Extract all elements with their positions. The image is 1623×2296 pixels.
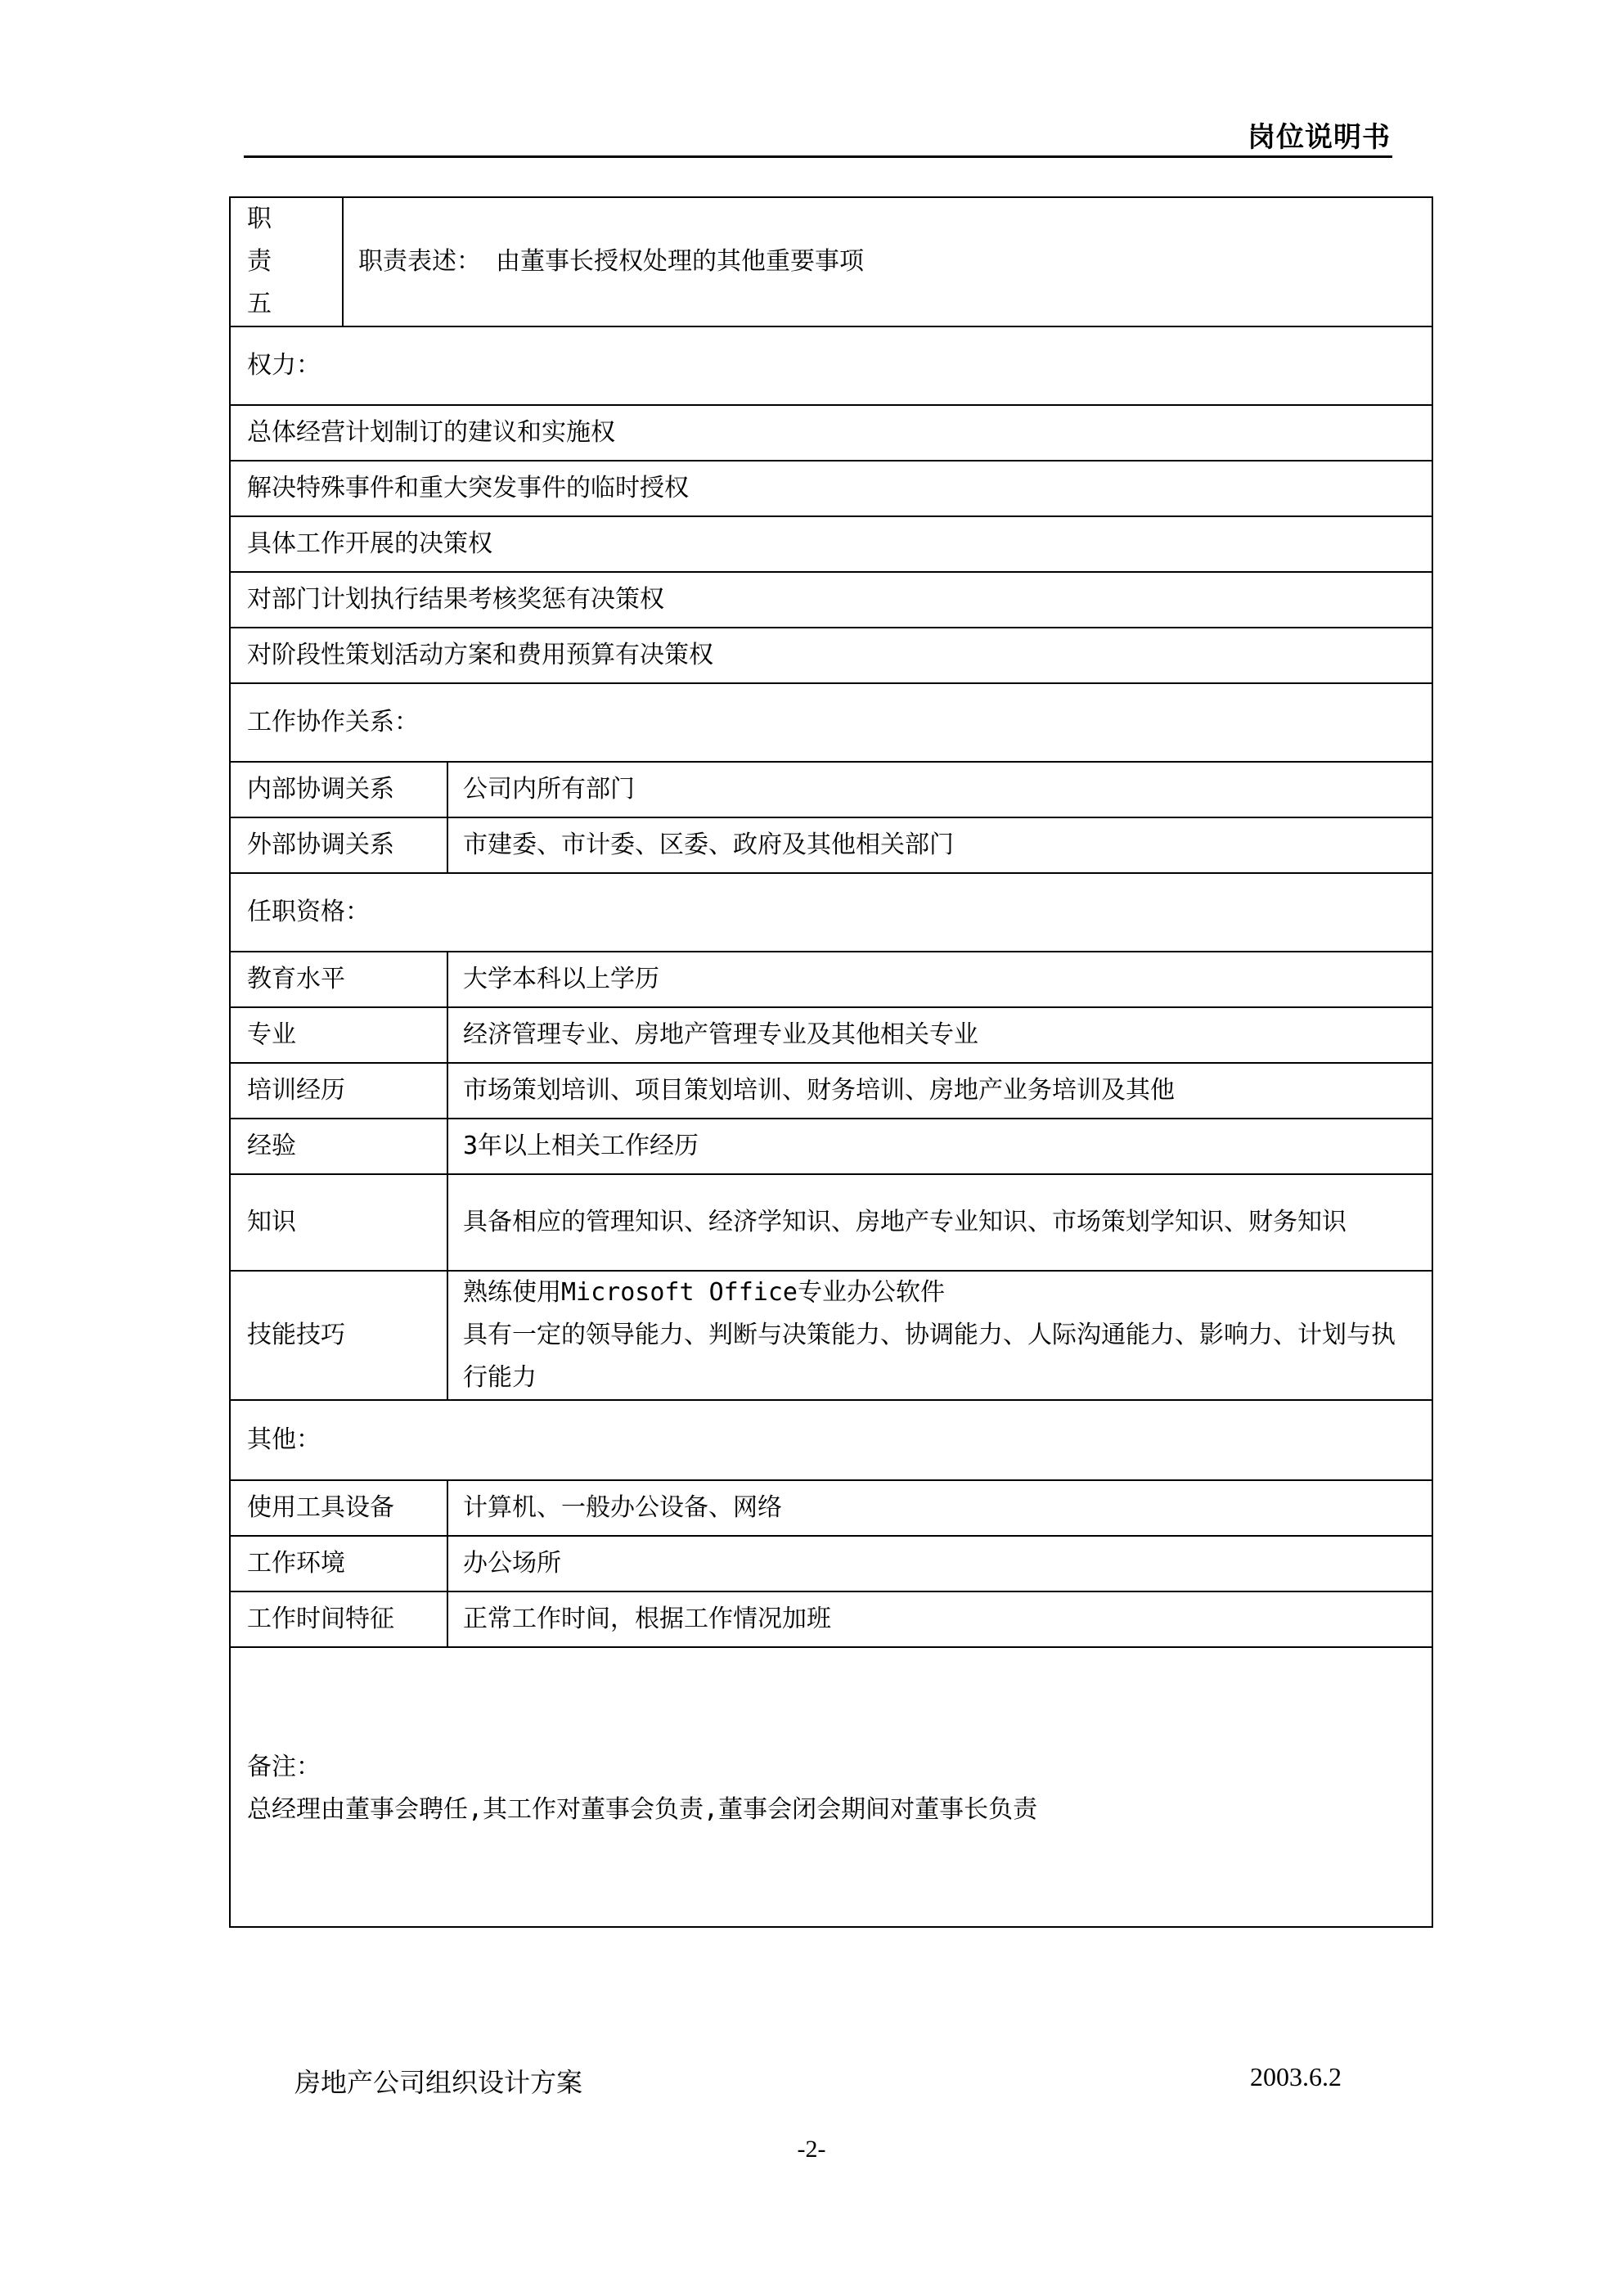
relations-row — [230, 817, 1432, 873]
relations-value: 公司内所有部门 — [447, 762, 1432, 817]
qualification-row — [230, 1007, 1432, 1063]
qualification-label: 专业 — [230, 1007, 447, 1063]
relations-section-row — [230, 683, 1432, 762]
authority-item: 总体经营计划制订的建议和实施权 — [230, 405, 1432, 461]
authority-item-row — [230, 405, 1432, 461]
skill-line: 具有一定的领导能力、判断与决策能力、协调能力、人际沟通能力、影响力、计划与执行能力 — [463, 1321, 1396, 1392]
relations-label: 外部协调关系 — [230, 817, 447, 873]
other-row — [230, 1591, 1432, 1647]
remarks-row — [230, 1647, 1432, 1927]
other-section-row — [230, 1400, 1432, 1480]
authority-item-row — [230, 516, 1432, 572]
authority-item-row — [230, 461, 1432, 516]
page-number: -2- — [797, 2136, 826, 2163]
other-value: 正常工作时间，根据工作情况加班 — [447, 1591, 1432, 1647]
qualification-value: 3年以上相关工作经历 — [447, 1119, 1432, 1174]
qualification-value: 经济管理专业、房地产管理专业及其他相关专业 — [447, 1007, 1432, 1063]
remarks-title: 备注： — [247, 1753, 321, 1781]
qualification-label: 知识 — [230, 1174, 447, 1271]
other-row — [230, 1536, 1432, 1591]
qualification-row — [230, 1119, 1432, 1174]
qualifications-section-row — [230, 873, 1432, 952]
qualifications-section-title: 任职资格： — [230, 873, 1432, 952]
qualification-row — [230, 1174, 1432, 1271]
relations-row — [230, 762, 1432, 817]
authority-item: 具体工作开展的决策权 — [230, 516, 1432, 572]
other-label: 使用工具设备 — [230, 1480, 447, 1536]
other-value: 计算机、一般办公设备、网络 — [447, 1480, 1432, 1536]
qualification-value — [447, 1271, 1432, 1400]
other-row — [230, 1480, 1432, 1536]
remarks-text: 总经理由董事会聘任,其工作对董事会负责,董事会闭会期间对董事长负责 — [247, 1795, 1038, 1824]
authority-section-row — [230, 326, 1432, 405]
duty-row — [230, 197, 1432, 326]
qualification-value: 大学本科以上学历 — [447, 952, 1432, 1007]
remarks-cell — [230, 1647, 1432, 1927]
authority-section-title: 权力： — [230, 326, 1432, 405]
authority-item: 对阶段性策划活动方案和费用预算有决策权 — [230, 628, 1432, 683]
qualification-label: 技能技巧 — [230, 1271, 447, 1400]
relations-label: 内部协调关系 — [230, 762, 447, 817]
authority-item: 解决特殊事件和重大突发事件的临时授权 — [230, 461, 1432, 516]
other-label: 工作时间特征 — [230, 1591, 447, 1647]
qualification-label: 教育水平 — [230, 952, 447, 1007]
qualification-value: 具备相应的管理知识、经济学知识、房地产专业知识、市场策划学知识、财务知识 — [447, 1174, 1432, 1271]
qualification-value: 市场策划培训、项目策划培训、财务培训、房地产业务培训及其他 — [447, 1063, 1432, 1119]
qualification-label: 经验 — [230, 1119, 447, 1174]
qualification-row — [230, 1271, 1432, 1400]
job-description-table — [229, 196, 1433, 1928]
duty-text-cell: 职责表述： 由董事长授权处理的其他重要事项 — [343, 197, 1432, 326]
relations-section-title: 工作协作关系： — [230, 683, 1432, 762]
other-value: 办公场所 — [447, 1536, 1432, 1591]
other-label: 工作环境 — [230, 1536, 447, 1591]
authority-item-row — [230, 628, 1432, 683]
document-header-title: 岗位说明书 — [1248, 121, 1391, 154]
header-rule — [244, 155, 1392, 158]
qualification-row — [230, 952, 1432, 1007]
qualification-label: 培训经历 — [230, 1063, 447, 1119]
authority-item-row — [230, 572, 1432, 628]
duty-label: 职责五 — [247, 205, 308, 318]
duty-label-cell — [230, 197, 343, 326]
authority-item: 对部门计划执行结果考核奖惩有决策权 — [230, 572, 1432, 628]
other-section-title: 其他： — [230, 1400, 1432, 1480]
footer-document-title: 房地产公司组织设计方案 — [294, 2067, 583, 2098]
relations-value: 市建委、市计委、区委、政府及其他相关部门 — [447, 817, 1432, 873]
skill-line: 熟练使用Microsoft Office专业办公软件 — [463, 1278, 945, 1307]
qualification-row — [230, 1063, 1432, 1119]
footer-date: 2003.6.2 — [1250, 2062, 1342, 2091]
